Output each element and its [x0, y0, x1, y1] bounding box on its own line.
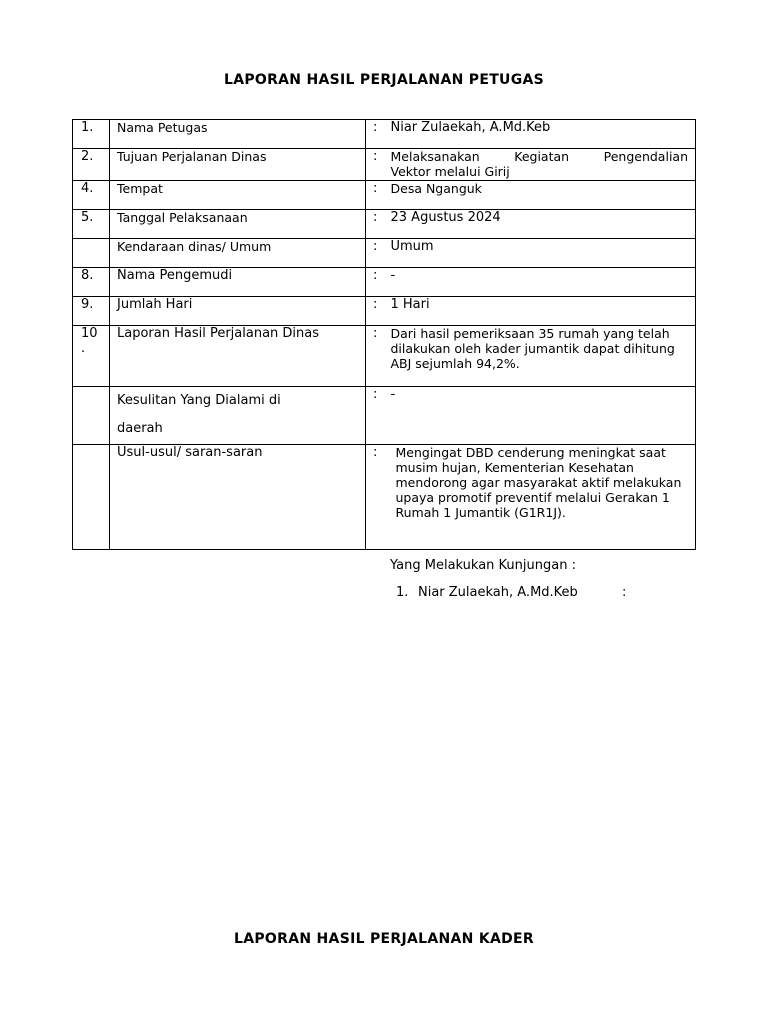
row-number: 2. [73, 149, 110, 181]
row-number: 4. [73, 181, 110, 210]
row-number [73, 387, 110, 445]
table-row [73, 326, 696, 387]
report-table [72, 119, 696, 550]
footer-title: LAPORAN HASIL PERJALANAN KADER [234, 931, 534, 947]
table-row [73, 239, 696, 268]
row-value: 23 Agustus 2024 [390, 210, 696, 239]
row-label: Tujuan Perjalanan Dinas [110, 149, 366, 181]
table-row [73, 181, 696, 210]
row-label: Laporan Hasil Perjalanan Dinas [110, 326, 366, 387]
document-title: LAPORAN HASIL PERJALANAN PETUGAS [223, 72, 545, 88]
row-value-line: Melaksanakan Kegiatan Pengendalian [390, 149, 688, 164]
table-row [73, 120, 696, 149]
row-value-text: Mengingat DBD cenderung meningkat saat musim hujan, Kementerian Kesehatan mendorong agar masyarakat aktif melakukan upaya promotif preventif melalui Gerakan 1 Rumah 1 Jumantik (G1R1J). [395, 445, 682, 520]
row-label-line: Kesulitan Yang Dialami di [117, 393, 281, 408]
row-value: Umum [390, 239, 696, 268]
table-row [73, 297, 696, 326]
row-label-line: daerah [117, 421, 163, 436]
row-number: 1. [73, 120, 110, 149]
row-colon: : [366, 326, 390, 387]
signature-heading: Yang Melakukan Kunjungan : [390, 558, 576, 573]
row-value [390, 445, 696, 550]
row-colon: : [366, 210, 390, 239]
row-number [73, 445, 110, 550]
row-number: 9. [73, 297, 110, 326]
row-colon: : [366, 120, 390, 149]
row-value: - [390, 387, 696, 445]
row-value: Niar Zulaekah, A.Md.Keb [390, 120, 696, 149]
row-number: 8. [73, 268, 110, 297]
row-value-line: Vektor melalui Girij [390, 164, 510, 179]
row-value: Desa Nganguk [390, 181, 696, 210]
row-colon: : [366, 239, 390, 268]
row-colon: : [366, 297, 390, 326]
table-row [73, 210, 696, 239]
row-label: Tempat [110, 181, 366, 210]
table-row [73, 445, 696, 550]
signature-item [396, 585, 626, 600]
row-label: Nama Petugas [110, 120, 366, 149]
signature-colon: : [622, 585, 627, 600]
row-number [73, 326, 110, 387]
row-colon [366, 387, 390, 445]
row-number [73, 239, 110, 268]
row-label: Usul-usul/ saran-saran [110, 445, 366, 550]
table-row [73, 268, 696, 297]
row-label: Kendaraan dinas/ Umum [110, 239, 366, 268]
table-row [73, 149, 696, 181]
row-number: 5. [73, 210, 110, 239]
signature-index: 1. [396, 585, 409, 600]
row-label: Jumlah Hari [110, 297, 366, 326]
row-colon: : [366, 445, 390, 550]
row-label: Tanggal Pelaksanaan [110, 210, 366, 239]
row-colon: : [366, 149, 390, 181]
row-colon: : [366, 181, 390, 210]
row-value: Dari hasil pemeriksaan 35 rumah yang telah dilakukan oleh kader jumantik dapat dihitung ABJ sejumlah 94,2%. [390, 326, 696, 387]
row-number-line: . [81, 341, 86, 356]
signature-name: Niar Zulaekah, A.Md.Keb [418, 585, 578, 600]
table-row [73, 387, 696, 445]
row-label [110, 387, 366, 445]
row-colon: : [366, 268, 390, 297]
row-value: - [390, 268, 696, 297]
row-number-line: 10 [81, 326, 98, 341]
row-value: 1 Hari [390, 297, 696, 326]
row-colon-text: : [373, 387, 378, 402]
row-value [390, 149, 696, 181]
row-label: Nama Pengemudi [110, 268, 366, 297]
